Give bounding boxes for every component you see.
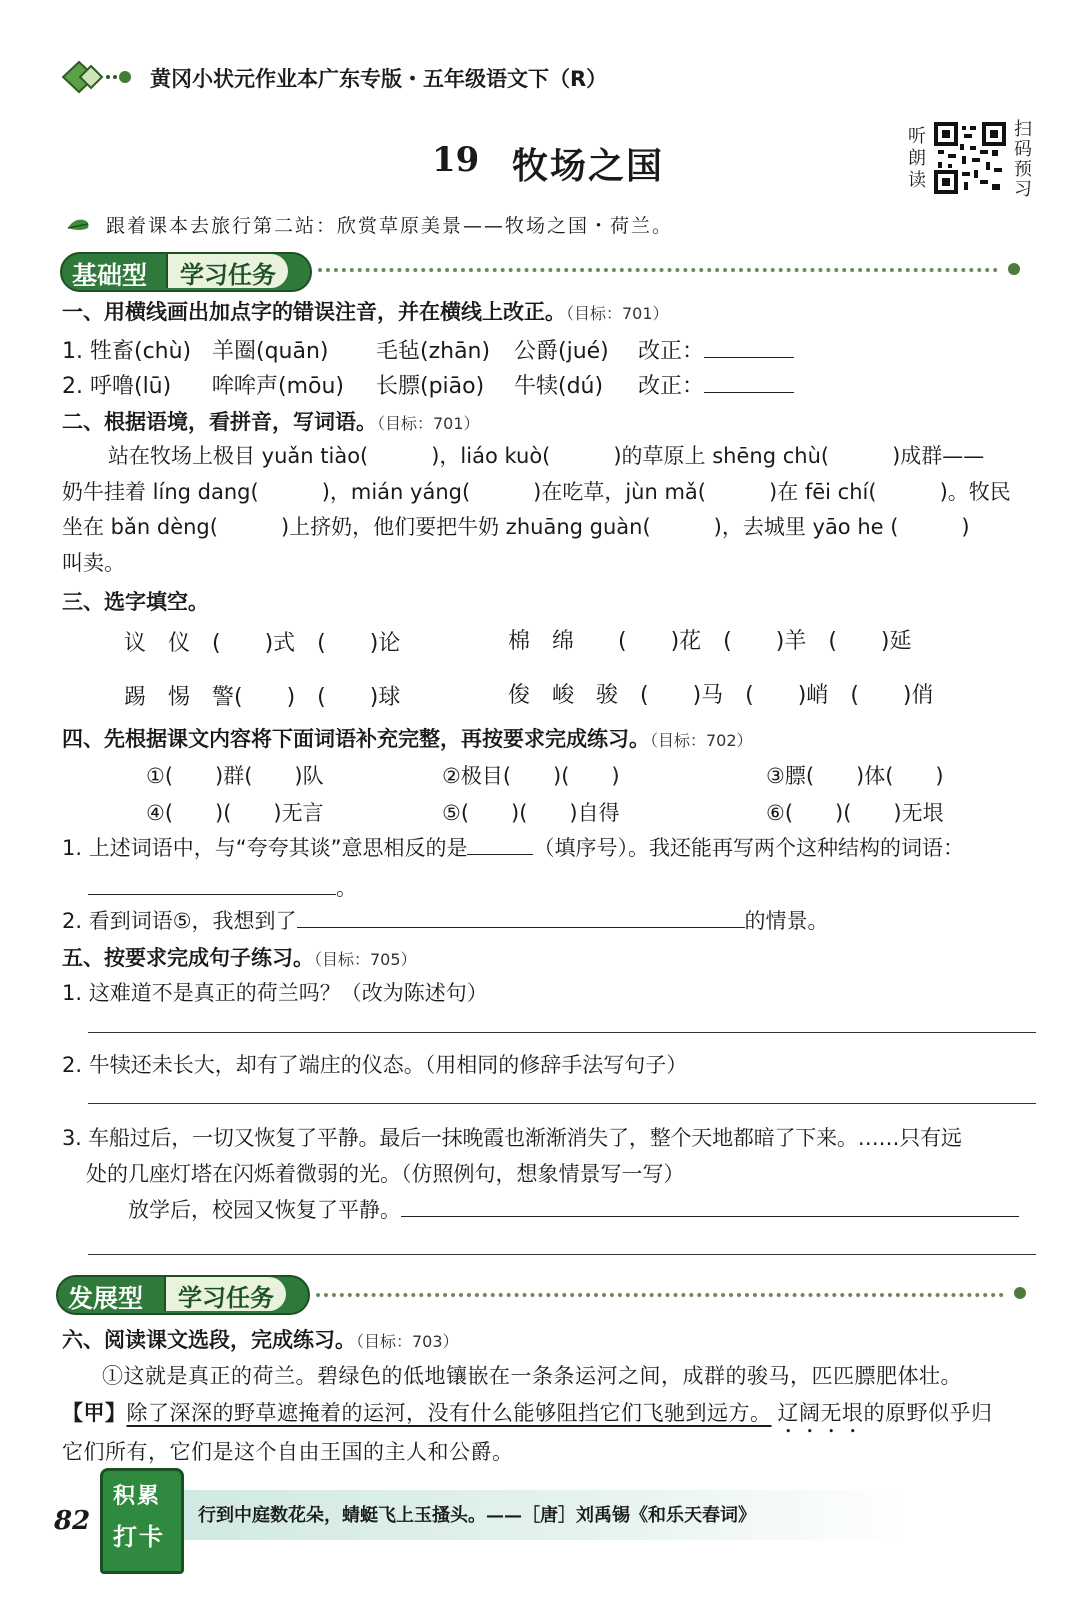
intro-leaf-icon bbox=[66, 216, 92, 234]
q5-heading: 五、按要求完成句子练习。（目标：705） bbox=[62, 946, 417, 970]
q1-answer-line-1[interactable] bbox=[704, 337, 794, 358]
qr-left-label: 听朗读 bbox=[908, 126, 926, 191]
footer-badge bbox=[100, 1468, 184, 1574]
page-number: 82 bbox=[54, 1506, 91, 1536]
q5-sub-3a: 3. 车船过后，一切又恢复了平静。最后一抹晚霞也渐渐消失了，整个天地都暗了下来。……只有远 bbox=[62, 1126, 962, 1150]
q2-line-1: 站在牧场上极目 yuǎn tiào( )，liáo kuò( )的草原上 shēng chù( )成群—— bbox=[108, 444, 985, 468]
q6-paragraph-3: 它们所有，它们是这个自由王国的主人和公爵。 bbox=[62, 1440, 514, 1464]
q4-sub-2-blank[interactable] bbox=[297, 907, 745, 928]
lesson-title: 牧场之国 bbox=[512, 146, 665, 187]
q6-paragraph-2: 【甲】除了深深的野草遮掩着的运河，没有什么能够阻挡它们飞驰到远方。 辽阔无垠的原野似乎归 bbox=[62, 1401, 993, 1425]
header-logo-icon bbox=[62, 60, 102, 94]
section-basic-banner bbox=[60, 252, 312, 292]
section-dev-end-dot bbox=[1014, 1287, 1026, 1299]
q2-heading: 二、根据语境，看拼音，写词语。（目标：701） bbox=[62, 410, 480, 434]
q5-answer-line-2[interactable] bbox=[88, 1103, 1036, 1104]
q1-item-7: 长膘(piāo) bbox=[376, 374, 485, 399]
section-basic-label: 学习任务 bbox=[166, 254, 288, 288]
q2-line-4: 叫卖。 bbox=[62, 551, 125, 575]
q1-answer-line-2[interactable] bbox=[704, 372, 794, 393]
q4-word-5: ⑤( )( )自得 bbox=[442, 801, 620, 825]
intro-text: 跟着课本去旅行第二站：欣赏草原美景——牧场之国・荷兰。 bbox=[106, 215, 674, 237]
q5-sub-3b: 处的几座灯塔在闪烁着微弱的光。（仿照例句，想象情景写一写） bbox=[86, 1162, 685, 1186]
section-dev-label: 学习任务 bbox=[164, 1277, 286, 1311]
q4-word-6: ⑥( )( )无垠 bbox=[766, 801, 944, 825]
q1-correction-label-2: 改正： bbox=[638, 374, 705, 399]
q3-row-2b: 俊 峻 骏 ( )马 ( )峭 ( )俏 bbox=[508, 683, 934, 708]
q1-item-8: 牛犊(dú) bbox=[514, 374, 604, 399]
q1-item-6: 哞哞声(mōu) bbox=[212, 374, 345, 399]
q6-dotted-word: 辽阔无垠 bbox=[777, 1401, 864, 1425]
qr-code-icon[interactable] bbox=[934, 122, 1006, 194]
q1-item-1: 1. 牲畜(chù) bbox=[62, 339, 192, 364]
section-dev-tag: 发展型 bbox=[68, 1284, 144, 1313]
footer-badge-line-2: 打卡 bbox=[113, 1523, 165, 1551]
q5-answer-line-3b[interactable] bbox=[88, 1254, 1036, 1255]
section-basic-dotline bbox=[318, 268, 998, 272]
section-dev-banner bbox=[56, 1275, 310, 1315]
q4-heading: 四、先根据课文内容将下面词语补充完整，再按要求完成练习。（目标：702） bbox=[62, 727, 753, 751]
q1-row1 bbox=[62, 334, 794, 365]
lesson-number: 19 bbox=[432, 140, 480, 180]
q4-sub-1-line: 。 bbox=[88, 872, 357, 902]
q1-item-5: 2. 呼噜(lū) bbox=[62, 374, 172, 399]
q4-sub-1: 1. 上述词语中，与“夸夸其谈”意思相反的是 （填序号）。我还能再写两个这种结构的词语： bbox=[62, 836, 964, 860]
q5-sub-3c: 放学后，校园又恢复了平静。 bbox=[128, 1194, 1019, 1224]
q2-line-2: 奶牛挂着 líng dang( )，mián yáng( )在吃草，jùn mǎ( )在 fēi chí( )。牧民 bbox=[62, 480, 1011, 504]
q5-answer-line-3a[interactable] bbox=[401, 1196, 1019, 1217]
q4-sub-1-words-blank[interactable] bbox=[88, 874, 336, 895]
q1-heading: 一、用横线画出加点字的错误注音，并在横线上改正。（目标：701） bbox=[62, 300, 669, 324]
q4-word-4: ④( )( )无言 bbox=[146, 801, 324, 825]
q2-line-3: 坐在 bǎn dèng( )上挤奶，他们要把牛奶 zhuāng guàn( )，去城里 yāo he ( ) bbox=[62, 515, 970, 539]
q6-underlined-sentence: 除了深深的野草遮掩着的运河，没有什么能够阻挡它们飞驰到远方。 bbox=[126, 1401, 772, 1425]
q6-paragraph-1: ①这就是真正的荷兰。碧绿色的低地镶嵌在一条条运河之间，成群的骏马，匹匹膘肥体壮。 bbox=[102, 1364, 962, 1388]
q4-word-3: ③膘( )体( ) bbox=[766, 764, 944, 788]
qr-right-label: 扫码预习 bbox=[1014, 119, 1032, 200]
q1-row2 bbox=[62, 369, 794, 400]
q5-answer-line-1[interactable] bbox=[88, 1032, 1036, 1033]
q4-word-1: ①( )群( )队 bbox=[146, 764, 324, 788]
q1-item-3: 毛毡(zhān) bbox=[376, 339, 491, 364]
q6-marker-jia: 【甲】 bbox=[62, 1401, 127, 1425]
q5-sub-1: 1. 这难道不是真正的荷兰吗？（改为陈述句） bbox=[62, 981, 488, 1005]
q1-item-4: 公爵(jué) bbox=[514, 339, 609, 364]
q5-sub-2: 2. 牛犊还未长大，却有了端庄的仪态。（用相同的修辞手法写句子） bbox=[62, 1053, 688, 1077]
q6-heading: 六、阅读课文选段，完成练习。（目标：703） bbox=[62, 1328, 459, 1352]
q3-heading: 三、选字填空。 bbox=[62, 590, 209, 614]
q3-row-1a: 议 仪 ( )式 ( )论 bbox=[124, 631, 401, 656]
q1-correction-label: 改正： bbox=[638, 339, 705, 364]
q3-row-1b: 棉 绵 ( )花 ( )羊 ( )延 bbox=[508, 629, 912, 654]
q4-sub-2: 2. 看到词语⑤，我想到了 的情景。 bbox=[62, 909, 829, 933]
q4-word-2: ②极目( )( ) bbox=[442, 764, 620, 788]
q3-row-2a: 踢 惕 警( ) ( )球 bbox=[124, 685, 401, 710]
section-basic-tag: 基础型 bbox=[72, 261, 148, 290]
section-dev-dotline bbox=[316, 1293, 1004, 1297]
q1-item-2: 羊圈(quān) bbox=[212, 339, 329, 364]
header-book-title: 黄冈小状元作业本广东专版・五年级语文下（R） bbox=[150, 67, 608, 91]
q4-sub-1-blank[interactable] bbox=[467, 834, 533, 855]
section-basic-end-dot bbox=[1008, 263, 1020, 275]
footer-quote: 行到中庭数花朵，蜻蜓飞上玉搔头。——［唐］刘禹锡《和乐天春词》 bbox=[198, 1505, 756, 1526]
footer-badge-line-1: 积累 bbox=[113, 1484, 162, 1509]
